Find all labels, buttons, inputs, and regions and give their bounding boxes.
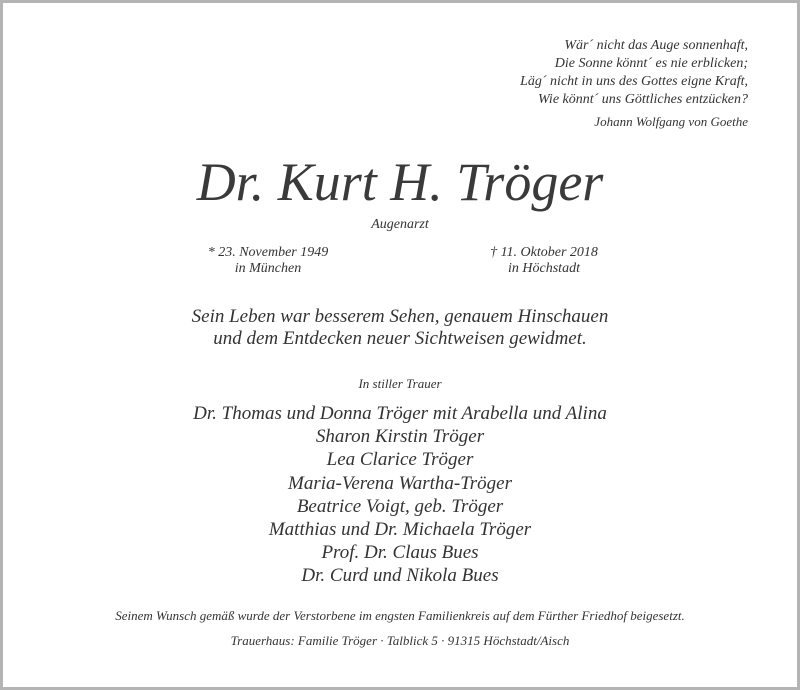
mourner: Sharon Kirstin Tröger	[315, 426, 485, 448]
mourner: Dr. Thomas und Donna Tröger mit Arabella und Alina	[193, 403, 607, 424]
birth-info	[158, 245, 378, 277]
mourner: Beatrice Voigt, geb. Tröger	[296, 495, 504, 517]
death-info	[434, 245, 654, 277]
mourning-house-address: Trauerhaus: Familie Tröger · Talblick 5 · 91315 Höchstadt/Aisch	[230, 633, 570, 648]
death-place: in Höchstadt	[508, 261, 580, 276]
quote-line: Wär´ nicht das Auge sonnenhaft,	[564, 38, 748, 53]
mourners-list	[0, 402, 800, 588]
mourning-label: In stiller Trauer	[358, 376, 442, 391]
burial-note: Seinem Wunsch gemäß wurde der Verstorbene im engsten Familienkreis auf dem Fürther Friedhof beigesetzt.	[115, 608, 685, 623]
motto-line: und dem Entdecken neuer Sichtweisen gewidmet.	[213, 328, 587, 349]
deceased-profession: Augenarzt	[371, 217, 429, 232]
mourner: Maria-Verena Wartha-Tröger	[288, 472, 512, 494]
goethe-quote	[520, 37, 748, 109]
quote-line: Wie könnt´ uns Göttliches entzücken?	[538, 92, 748, 107]
birth-place: in München	[234, 261, 302, 276]
birth-date: * 23. November 1949	[207, 245, 329, 260]
mourner: Matthias und Dr. Michaela Tröger	[268, 519, 532, 541]
life-motto	[0, 306, 800, 350]
quote-author: Johann Wolfgang von Goethe	[594, 114, 748, 129]
mourner: Lea Clarice Tröger	[326, 449, 474, 471]
quote-line: Läg´ nicht in uns des Gottes eigne Kraft,	[520, 74, 748, 89]
death-date: † 11. Oktober 2018	[490, 245, 598, 260]
mourner: Prof. Dr. Claus Bues	[321, 542, 479, 564]
motto-line: Sein Leben war besserem Sehen, genauem Hinschauen	[191, 306, 609, 327]
quote-line: Die Sonne könnt´ es nie erblicken;	[554, 56, 748, 71]
mourner: Dr. Curd und Nikola Bues	[301, 565, 499, 587]
deceased-name: Dr. Kurt H. Tröger	[196, 152, 604, 212]
